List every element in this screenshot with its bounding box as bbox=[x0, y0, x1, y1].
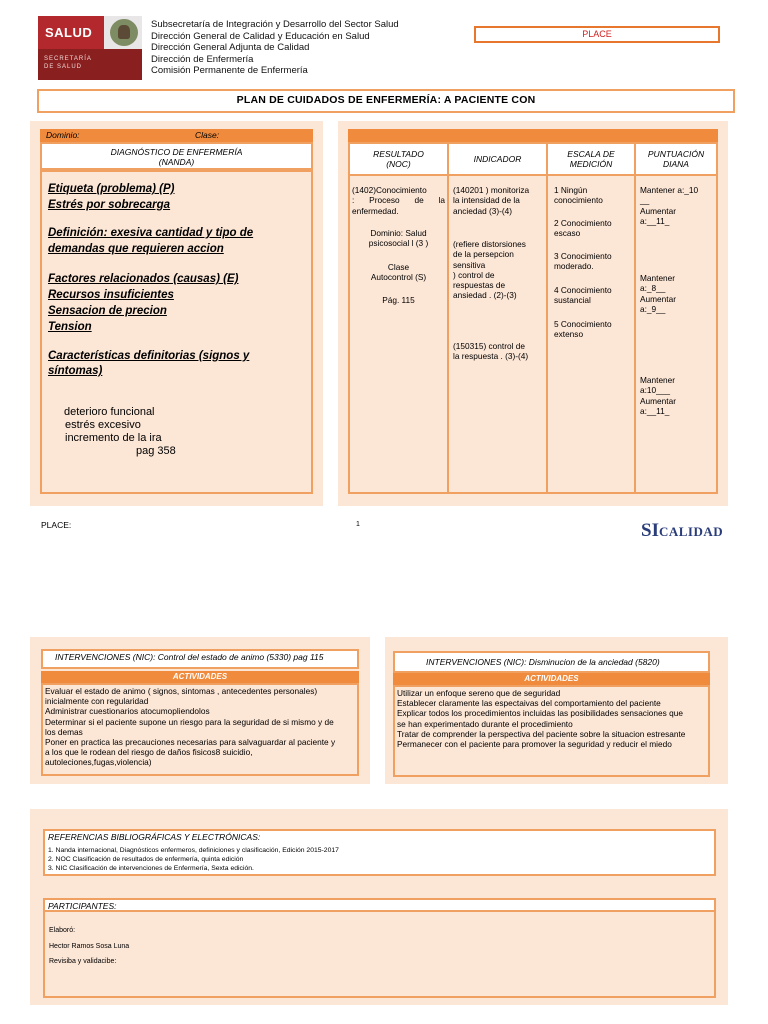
resultado-header: RESULTADO (NOC) bbox=[350, 144, 447, 176]
reference-item: 1. Nanda internacional, Diagnósticos enfermeros, definiciones y clasificación, Edición 2015-2017 bbox=[48, 847, 339, 854]
references-box bbox=[43, 829, 716, 876]
definicion-line: demandas que requieren accion bbox=[48, 243, 224, 255]
indicador-item: (refiere distorsiones de la persepcion sensitiva ) control de respuestas de ansiedad . (2)-(3) bbox=[453, 239, 526, 301]
resultado-column bbox=[348, 142, 449, 494]
diagnosis-domain-bar bbox=[40, 129, 313, 142]
actividad-item: autoleciones,fugas,violencia) bbox=[45, 757, 152, 768]
sign-item: incremento de la ira bbox=[65, 432, 162, 444]
escala-column bbox=[546, 142, 636, 494]
indicador-item: (140201 ) monitoriza la intensidad de la anciedad (3)-(4) bbox=[453, 185, 530, 216]
resultado-dominio: Dominio: Salud psicosocial l (3 ) bbox=[368, 228, 429, 249]
factores-heading: Factores relacionados (causas) (E) bbox=[48, 273, 239, 285]
actividad-item: Utilizar un enfoque sereno que de seguridad bbox=[397, 688, 561, 698]
results-top-bar bbox=[348, 129, 718, 142]
escala-item: 3 Conocimiento moderado. bbox=[554, 251, 612, 272]
resultado-text: (1402)Conocimiento : Proceso de la enfermedad. bbox=[352, 185, 445, 216]
caracteristicas-heading: Características definitorias (signos y bbox=[48, 350, 250, 362]
indicador-item: (150315) control de la respuesta . (3)-(4) bbox=[453, 341, 529, 362]
actividad-item: Administrar cuestionarios atocumopliendolos bbox=[45, 706, 210, 717]
reference-item: 2. NOC Clasificación de resultados de enfermería, quinta edición bbox=[48, 856, 244, 863]
header-institutions bbox=[151, 19, 399, 77]
escala-item: 1 Ningún conocimiento bbox=[554, 185, 603, 206]
header-line: Subsecretaría de Integración y Desarrollo del Sector Salud bbox=[151, 19, 399, 30]
indicador-column bbox=[447, 142, 548, 494]
factor-item: Sensacion de precion bbox=[48, 305, 167, 317]
diagnosis-body bbox=[40, 170, 313, 494]
sign-item: estrés excesivo bbox=[65, 419, 141, 431]
participant-name: Hector Ramos Sosa Luna bbox=[49, 943, 130, 950]
header-line: Dirección de Enfermería bbox=[151, 53, 254, 65]
puntuacion-item: Mantener a:10___ Aumentar a:__11_ bbox=[640, 375, 676, 416]
reference-item: 3. NIC Clasificación de intervenciones de Enfermería, Sexta edición. bbox=[48, 865, 254, 872]
participants-title: PARTICIPANTES: bbox=[45, 900, 714, 912]
actividades-list-1 bbox=[41, 683, 359, 776]
escala-header: ESCALA DE MEDICIÓN bbox=[548, 144, 634, 176]
caracteristicas-heading: síntomas) bbox=[48, 365, 103, 377]
reviso-label: Revisiba y validacibe: bbox=[49, 958, 117, 965]
header-line: Comisión Permanente de Enfermería bbox=[151, 65, 308, 76]
resultado-page: Pág. 115 bbox=[382, 295, 415, 305]
actividad-item: a los que le rodean del riesgo de daños fisicos8 suicidio, bbox=[45, 747, 253, 758]
puntuacion-header: PUNTUACIÓN DIANA bbox=[636, 144, 716, 176]
indicador-header: INDICADOR bbox=[449, 144, 546, 176]
actividad-item: Tratar de comprender la perspectiva del paciente sobre la situacion estresante bbox=[397, 728, 686, 739]
etiqueta-value: Estrés por sobrecarga bbox=[48, 199, 171, 211]
actividad-item: Establecer claramente las espectaivas del comportamiento del paciente bbox=[397, 698, 661, 709]
actividad-item: inicialmente con regularidad bbox=[45, 696, 149, 707]
actividad-item: Evaluar el estado de animo ( signos, sintomas , antecedentes personales) bbox=[45, 686, 318, 696]
puntuacion-item: Mantener a:_10 __ Aumentar a:__11_ bbox=[640, 185, 699, 226]
actividad-item: los demas bbox=[45, 726, 83, 737]
clase-label: Clase: bbox=[195, 130, 220, 140]
factor-item: Tension bbox=[48, 321, 92, 333]
logo-text: SALUD bbox=[38, 16, 104, 49]
actividad-item: Poner en practica las precauciones necesarias para salvaguardar al paciente y bbox=[45, 737, 336, 748]
escala-item: 4 Conocimiento sustancial bbox=[554, 285, 612, 306]
participants-box bbox=[43, 898, 716, 998]
plan-title: PLAN DE CUIDADOS DE ENFERMERÍA: A PACIENTE CON bbox=[37, 89, 735, 113]
salud-logo bbox=[38, 16, 142, 80]
elaboro-label: Elaboró: bbox=[49, 927, 76, 934]
actividad-item: Explicar todos los procedimientos incluidas las posibilidades sensaciones que bbox=[397, 708, 683, 719]
footer-place-label: PLACE: bbox=[41, 520, 72, 530]
national-emblem-icon bbox=[110, 19, 138, 46]
factor-item: Recursos insuficientes bbox=[48, 289, 174, 301]
escala-item: 5 Conocimiento extenso bbox=[554, 319, 612, 340]
page-reference: pag 358 bbox=[136, 445, 176, 457]
escala-item: 2 Conocimiento escaso bbox=[554, 218, 612, 239]
references-title: REFERENCIAS BIBLIOGRÁFICAS Y ELECTRÓNICAS: bbox=[48, 832, 261, 842]
definicion-line: Definición: exesiva cantidad y tipo de bbox=[48, 227, 254, 239]
nic-title-1: INTERVENCIONES (NIC): Control del estado de animo (5330) pag 115 bbox=[41, 649, 359, 669]
dominio-label: Dominio: bbox=[46, 130, 80, 140]
resultado-clase: Clase Autocontrol (S) bbox=[370, 262, 427, 283]
place-field: PLACE bbox=[474, 26, 720, 43]
sign-item: deterioro funcional bbox=[64, 406, 155, 418]
puntuacion-column bbox=[634, 142, 718, 494]
sicalidad-logo: SICALIDAD bbox=[641, 520, 724, 541]
actividad-item: se han experimentado durante el procedimiento bbox=[397, 718, 573, 729]
actividades-bar-2: ACTIVIDADES bbox=[393, 673, 710, 685]
nic-title-2: INTERVENCIONES (NIC): Disminucion de la anciedad (5820) bbox=[393, 651, 710, 673]
actividad-item: Determinar si el paciente supone un riesgo para la seguridad de si mismo y de bbox=[45, 716, 334, 727]
logo-subtitle: SECRETARÍA DE SALUD bbox=[44, 56, 92, 70]
page-number: 1 bbox=[356, 521, 360, 528]
diagnosis-title: DIAGNÓSTICO DE ENFERMERÍA (NANDA) bbox=[40, 142, 313, 170]
puntuacion-item: Mantener a:_8__ Aumentar a:_9__ bbox=[640, 273, 676, 314]
header-line: Dirección General Adjunta de Calidad bbox=[151, 42, 310, 53]
actividades-list-2 bbox=[393, 685, 710, 777]
actividades-bar-1: ACTIVIDADES bbox=[41, 671, 359, 683]
etiqueta-heading: Etiqueta (problema) (P) bbox=[48, 183, 175, 195]
actividad-item: Permanecer con el paciente para promover la seguridad y reducir el miedo bbox=[397, 739, 672, 750]
header-line: Dirección General de Calidad y Educación en Salud bbox=[151, 30, 370, 42]
